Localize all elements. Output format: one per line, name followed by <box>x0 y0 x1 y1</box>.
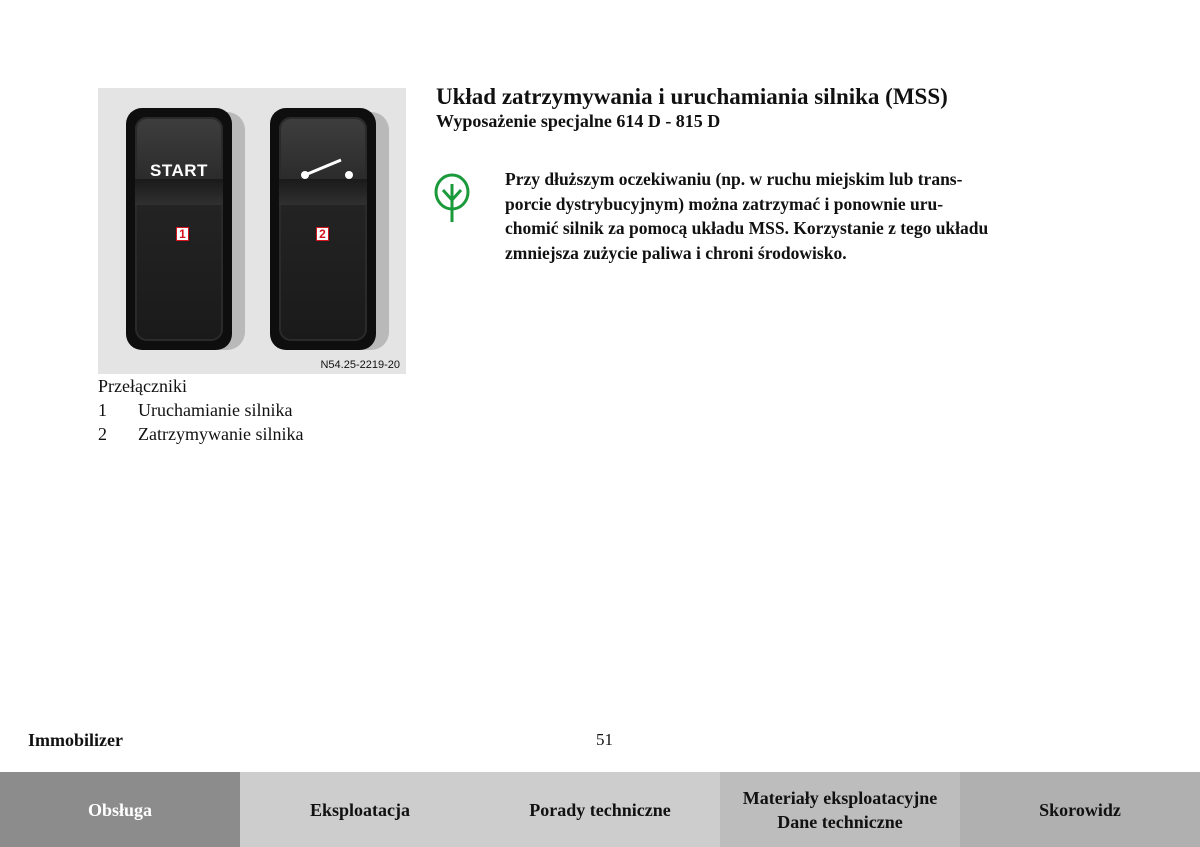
switch-number-2: 2 <box>316 227 329 241</box>
tab-skorowidz[interactable] <box>960 772 1200 847</box>
section-body <box>505 167 1080 265</box>
switches-figure <box>98 88 406 374</box>
caption-item-number: 2 <box>98 424 107 444</box>
caption-item-text: Zatrzymywanie silnika <box>138 424 304 444</box>
caption-item-text: Uruchamianie silnika <box>138 400 293 420</box>
footer-section-name: Immobilizer <box>28 730 123 750</box>
body-line: Przy dłuższym oczekiwaniu (np. w ruchu miejskim lub trans- <box>505 169 963 189</box>
switch-number-1: 1 <box>176 227 189 241</box>
tab-label: Obsługa <box>87 799 153 820</box>
page-number: 51 <box>596 730 613 749</box>
bottom-navigation <box>0 772 1200 847</box>
caption-item-number: 1 <box>98 400 107 420</box>
tab-eksploatacja[interactable] <box>240 772 480 847</box>
section-title: Układ zatrzymywania i uruchamiania silnika (MSS) <box>436 84 948 109</box>
figure-code: N54.25-2219-20 <box>320 359 400 371</box>
body-line: porcie dystrybucyjnym) można zatrzymać i ponownie uru- <box>505 193 944 214</box>
switch-ridge <box>135 179 223 205</box>
engine-stop-switch-icon <box>297 155 357 185</box>
stop-switch-face <box>279 117 367 341</box>
body-line: zmniejsza zużycie paliwa i chroni środowisko. <box>505 242 847 263</box>
caption-item <box>98 398 303 422</box>
start-switch-face <box>135 117 223 341</box>
tab-label-second-line: Dane techniczne <box>777 811 903 832</box>
tab-porady-techniczne[interactable] <box>480 772 720 847</box>
body-line: chomić silnik za pomocą układu MSS. Korzystanie z tego układu <box>505 218 989 238</box>
tab-label: Materiały eksploatacyjne <box>742 787 938 808</box>
caption-item <box>98 422 303 446</box>
environment-tree-icon <box>432 172 472 226</box>
tab-label: Skorowidz <box>1039 799 1121 820</box>
tab-obsluga[interactable] <box>0 772 240 847</box>
caption-heading: Przełączniki <box>98 376 187 396</box>
tab-materialy-dane[interactable] <box>720 772 960 847</box>
section-subtitle: Wyposażenie specjalne 614 D - 815 D <box>436 111 721 131</box>
figure-caption <box>98 374 303 446</box>
tab-label: Porady techniczne <box>529 799 671 820</box>
start-label: START <box>150 161 208 180</box>
stop-switch <box>270 108 376 350</box>
start-switch <box>126 108 232 350</box>
tab-label: Eksploatacja <box>309 799 410 820</box>
